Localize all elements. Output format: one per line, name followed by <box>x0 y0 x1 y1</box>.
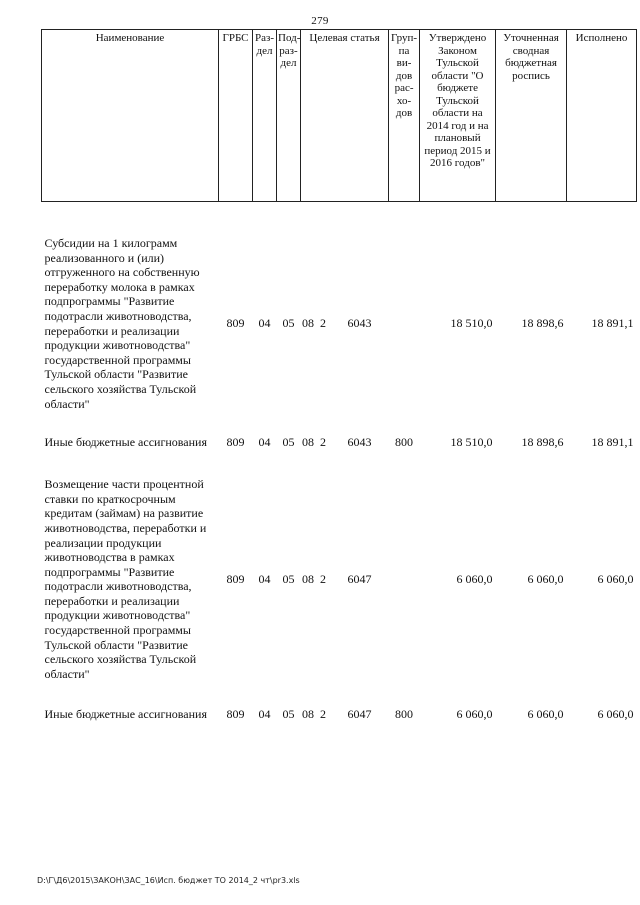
row-target-code: 6043 <box>347 434 372 449</box>
row-refined: 18 898,6 <box>521 434 564 449</box>
header-expense-group: Груп-па ви-дов рас-хо-дов <box>389 30 420 202</box>
row-razdel: 04 <box>258 434 271 449</box>
header-name: Наименование <box>42 30 219 202</box>
row-expense-group <box>389 236 420 411</box>
table-row <box>42 705 637 723</box>
row-expense-group <box>389 477 420 681</box>
row-approved: 6 060,0 <box>456 571 493 586</box>
row-name: Возмещение части процентной ставки по краткосрочным кредитам (займам) на развитие животноводства, переработки и реализации продукции животноводства в рамках подпрограммы "Развитие подотрасли животноводства, переработки и реализации продукции животноводства" государственной программы Тульской области "Развитие сельского хозяйства Тульской области" <box>44 477 207 681</box>
row-executed: 18 891,1 <box>591 434 634 449</box>
row-razdel: 04 <box>258 707 271 722</box>
row-approved: 18 510,0 <box>450 316 493 331</box>
row-podrazdel: 05 <box>282 571 295 586</box>
row-approved: 18 510,0 <box>450 434 493 449</box>
row-podrazdel: 05 <box>282 434 295 449</box>
row-target-code: 6047 <box>347 571 372 586</box>
row-target-program: 08 <box>302 707 314 722</box>
row-name: Субсидии на 1 килограмм реализованного и (или) отгруженного на собственную переработку молока в рамках подпрограммы "Развитие подотрасли животноводства, переработки и реализации продукции животноводства" государственной программы Тульской области "Развитие сельского хозяйства Тульской области" <box>44 236 200 411</box>
row-executed: 6 060,0 <box>597 571 634 586</box>
row-razdel: 04 <box>258 571 271 586</box>
row-podrazdel: 05 <box>282 316 295 331</box>
header-podrazdel: Под-раз-дел <box>277 30 301 202</box>
row-target-code: 6047 <box>347 707 372 722</box>
header-refined-budget: Уточненная сводная бюджетная роспись <box>496 30 567 202</box>
table-header <box>42 30 637 202</box>
header-target-article: Целевая статья <box>301 30 389 202</box>
row-executed: 18 891,1 <box>591 316 634 331</box>
header-razdel: Раз-дел <box>253 30 277 202</box>
table-row <box>42 236 637 411</box>
budget-table <box>41 29 637 723</box>
row-name: Иные бюджетные ассигнования <box>44 707 207 722</box>
row-target-code: 6043 <box>347 316 372 331</box>
row-target-program: 08 <box>302 571 314 586</box>
table-row <box>42 433 637 451</box>
row-grbs: 809 <box>226 707 245 722</box>
header-approved-by-law: Утверждено Законом Тульской области "О бюджете Тульской области на 2014 год и на плановый период 2015 и 2016 годов" <box>420 30 496 202</box>
row-podrazdel: 05 <box>282 707 295 722</box>
row-target-program: 08 <box>302 316 314 331</box>
table-row <box>42 477 637 681</box>
row-grbs: 809 <box>226 434 245 449</box>
page-number: 279 <box>311 15 329 27</box>
row-grbs: 809 <box>226 571 245 586</box>
row-refined: 18 898,6 <box>521 316 564 331</box>
row-expense-group: 800 <box>395 707 414 722</box>
row-target-program: 08 <box>302 434 314 449</box>
row-grbs: 809 <box>226 316 245 331</box>
row-approved: 6 060,0 <box>456 707 493 722</box>
row-refined: 6 060,0 <box>527 571 564 586</box>
row-name: Иные бюджетные ассигнования <box>44 434 207 449</box>
row-expense-group: 800 <box>395 434 414 449</box>
row-target-subprogram: 2 <box>320 707 326 722</box>
row-refined: 6 060,0 <box>527 707 564 722</box>
header-grbs: ГРБС <box>219 30 253 202</box>
table-body <box>42 202 637 724</box>
header-executed: Исполнено <box>567 30 637 202</box>
row-razdel: 04 <box>258 316 271 331</box>
row-target-subprogram: 2 <box>320 571 326 586</box>
file-path-footer: D:\Г\Д6\2015\ЗАКОН\ЗАС_16\Исп. бюджет ТО 2014_2 чт\pr3.xls <box>37 876 300 885</box>
row-executed: 6 060,0 <box>597 707 634 722</box>
row-target-subprogram: 2 <box>320 434 326 449</box>
row-target-subprogram: 2 <box>320 316 326 331</box>
